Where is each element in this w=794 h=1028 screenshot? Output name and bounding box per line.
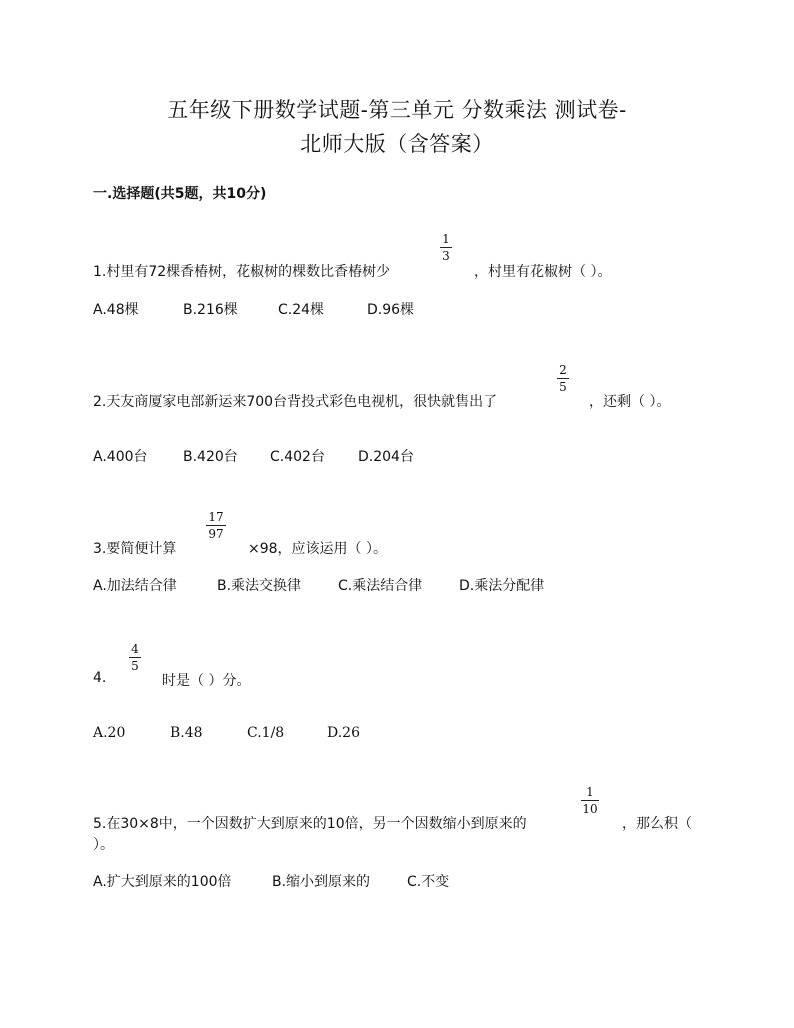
question-4-option-b: B.48 [170,725,203,741]
fraction-denominator: 97 [208,527,224,541]
fraction-numerator: 2 [559,363,567,377]
question-4-option-c: C.1/8 [247,725,285,741]
fraction-numerator: 17 [208,510,224,524]
question-5-text: 5.在30×8中，一个因数扩大到原来的10倍，另一个因数缩小到原来的 [93,816,527,832]
question-3-option-d: D.乘法分配律 [459,578,545,594]
question-2-option-a: A.400台 [93,449,148,465]
question-1-option-a: A.48棵 [93,302,139,318]
fraction-numerator: 1 [442,232,450,246]
fraction-bar [557,378,569,379]
question-3-option-b: B.乘法交换律 [217,578,302,594]
question-2-option-b: B.420台 [183,449,238,465]
question-4-text: 4. [93,670,107,686]
fraction-numerator: 1 [586,785,594,799]
question-1-option-d: D.96棵 [367,302,415,318]
section-heading: 一.选择题(共5题，共10分) [93,186,267,202]
fraction-denominator: 5 [559,380,567,394]
question-5-text-wrap: ）。 [93,837,114,853]
question-5-option-b: B.缩小到原来的 [272,874,371,890]
question-2-option-d: D.204台 [358,449,414,465]
question-3-text-after: ×98，应该运用（ ）。 [248,541,387,557]
question-2-text-after: ，还剩（ ）。 [589,394,671,410]
question-1-option-c: C.24棵 [278,302,325,318]
fraction-denominator: 10 [582,802,598,816]
fraction-denominator: 5 [131,659,139,673]
fraction-numerator: 4 [131,642,139,656]
fraction-bar [581,800,599,801]
page-title-line-2: 北师大版（含答案） [300,132,494,156]
question-5-text-after: ，那么积（ [622,816,692,832]
question-4-option-a: A.20 [93,725,126,741]
question-2-fraction [557,363,569,394]
question-1-text-after: ，村里有花椒树（ ）。 [474,264,612,280]
question-5-option-a: A.扩大到原来的100倍 [93,874,232,890]
question-3-text: 3.要简便计算 [93,541,177,557]
fraction-denominator: 3 [442,249,450,263]
question-2-option-c: C.402台 [270,449,325,465]
question-1-text: 1.村里有72棵香椿树，花椒树的棵数比香椿树少 [93,264,391,280]
fraction-bar [206,525,226,526]
question-4-fraction [129,642,141,673]
fraction-bar [440,247,452,248]
page-title-line-1: 五年级下册数学试题-第三单元 分数乘法 测试卷- [167,98,627,122]
question-1-option-b: B.216棵 [183,302,238,318]
question-3-fraction [206,510,226,541]
question-4-text-after: 时是（ ）分。 [162,673,251,689]
question-1-fraction [440,232,452,263]
question-3-option-a: A.加法结合律 [93,578,177,594]
question-5-fraction [581,785,599,816]
question-3-option-c: C.乘法结合律 [338,578,423,594]
question-2-text: 2.天友商厦家电部新运来700台背投式彩色电视机，很快就售出了 [93,394,498,410]
fraction-bar [129,657,141,658]
question-4-option-d: D.26 [327,725,360,741]
question-5-option-c: C.不变 [407,874,450,890]
